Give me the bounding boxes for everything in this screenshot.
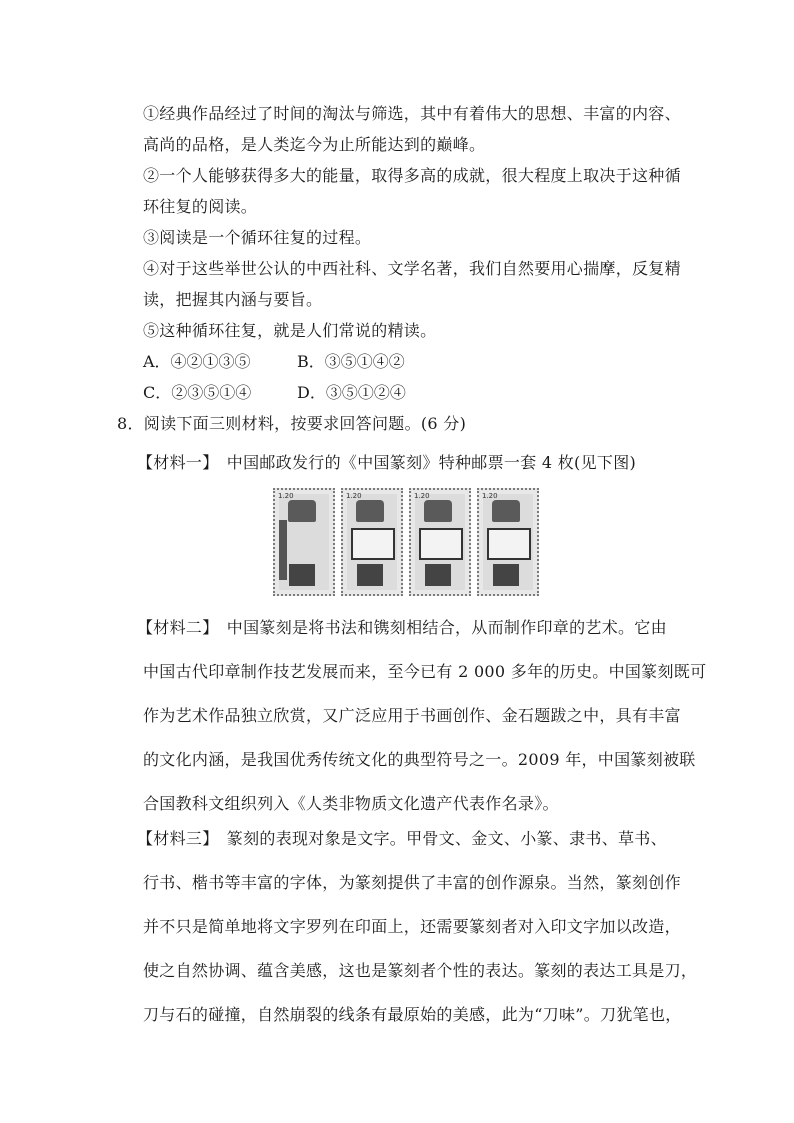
seal-icon [356,500,384,522]
option-c: C．②③⑤①④ [143,383,252,402]
stamp-set-image [271,488,541,598]
sentence-4-line-1: ④对于这些举世公认的中西社科、文学名著，我们自然要用心揣摩，反复精 [143,259,681,278]
material-1: 【材料一】 中国邮政发行的《中国篆刻》特种邮票一套 4 枚(见下图) [137,453,637,472]
sentence-2-line-2: 环往复的阅读。 [143,197,258,216]
material-2-line-3: 作为艺术作品独立欣赏，又广泛应用于书画创作、金石题跋之中，具有丰富 [143,706,681,725]
material-3-line-4: 使之自然协调、蕴含美感，这也是篆刻者个性的表达。篆刻的表达工具是刀， [143,961,698,980]
seal-impression-icon [425,564,451,586]
sentence-2-line-1: ②一个人能够获得多大的能量，取得多高的成就，很大程度上取决于这种循 [143,166,681,185]
seal-icon [492,500,520,522]
material-2-line-5: 合国教科文组织列入《人类非物质文化遗产代表作名录》。 [143,794,559,813]
sentence-4-line-2: 读，把握其内涵与要旨。 [143,290,323,309]
stamp-value: 1.20 [482,492,498,500]
stamp-value: 1.20 [346,492,362,500]
stamp-3 [409,488,471,596]
stamp-value: 1.20 [278,492,294,500]
stamp-value: 1.20 [414,492,430,500]
material-3-line-1: 【材料三】 篆刻的表现对象是文字。甲骨文、金文、小篆、隶书、草书、 [137,829,667,848]
seal-icon [424,500,452,522]
option-a: A．④②①③⑤ [143,352,251,371]
sentence-5: ⑤这种循环往复，就是人们常说的精读。 [143,321,437,340]
sentence-1-line-2: 高尚的品格，是人类迄今为止所能达到的巅峰。 [143,135,486,154]
seal-impression-icon [487,528,531,560]
option-d: D．③⑤①②④ [297,383,406,402]
material-3-line-3: 并不只是简单地将文字罗列在印面上，还需要篆刻者对入印文字加以改造， [143,917,681,936]
question-8-stem: 8．阅读下面三则材料，按要求回答问题。(6 分) [117,414,467,433]
stamp-4 [477,488,539,596]
seal-impression-icon [351,528,395,560]
seal-icon [288,500,316,522]
seal-impression-icon [493,564,519,586]
material-3-line-5: 刀与石的碰撞，自然崩裂的线条有最原始的美感，此为“刀味”。刀犹笔也， [143,1005,682,1024]
stamp-2 [341,488,403,596]
material-2-line-1: 【材料二】 中国篆刻是将书法和镌刻相结合，从而制作印章的艺术。它由 [137,618,667,637]
seal-impression-icon [357,564,383,586]
seal-impression-icon [289,564,315,586]
material-2-line-2: 中国古代印章制作技艺发展而来，至今已有 2 000 多年的历史。中国篆刻既可 [143,662,707,681]
material-3-line-2: 行书、楷书等丰富的字体，为篆刻提供了丰富的创作源泉。当然，篆刻创作 [143,873,681,892]
stamp-1 [273,488,335,596]
option-b: B．③⑤①④② [297,352,405,371]
sentence-3: ③阅读是一个循环往复的过程。 [143,228,372,247]
sentence-1-line-1: ①经典作品经过了时间的淘汰与筛选，其中有着伟大的思想、丰富的内容、 [143,104,681,123]
material-2-line-4: 的文化内涵，是我国优秀传统文化的典型符号之一。2009 年，中国篆刻被联 [143,750,696,769]
seal-impression-icon [419,528,463,560]
